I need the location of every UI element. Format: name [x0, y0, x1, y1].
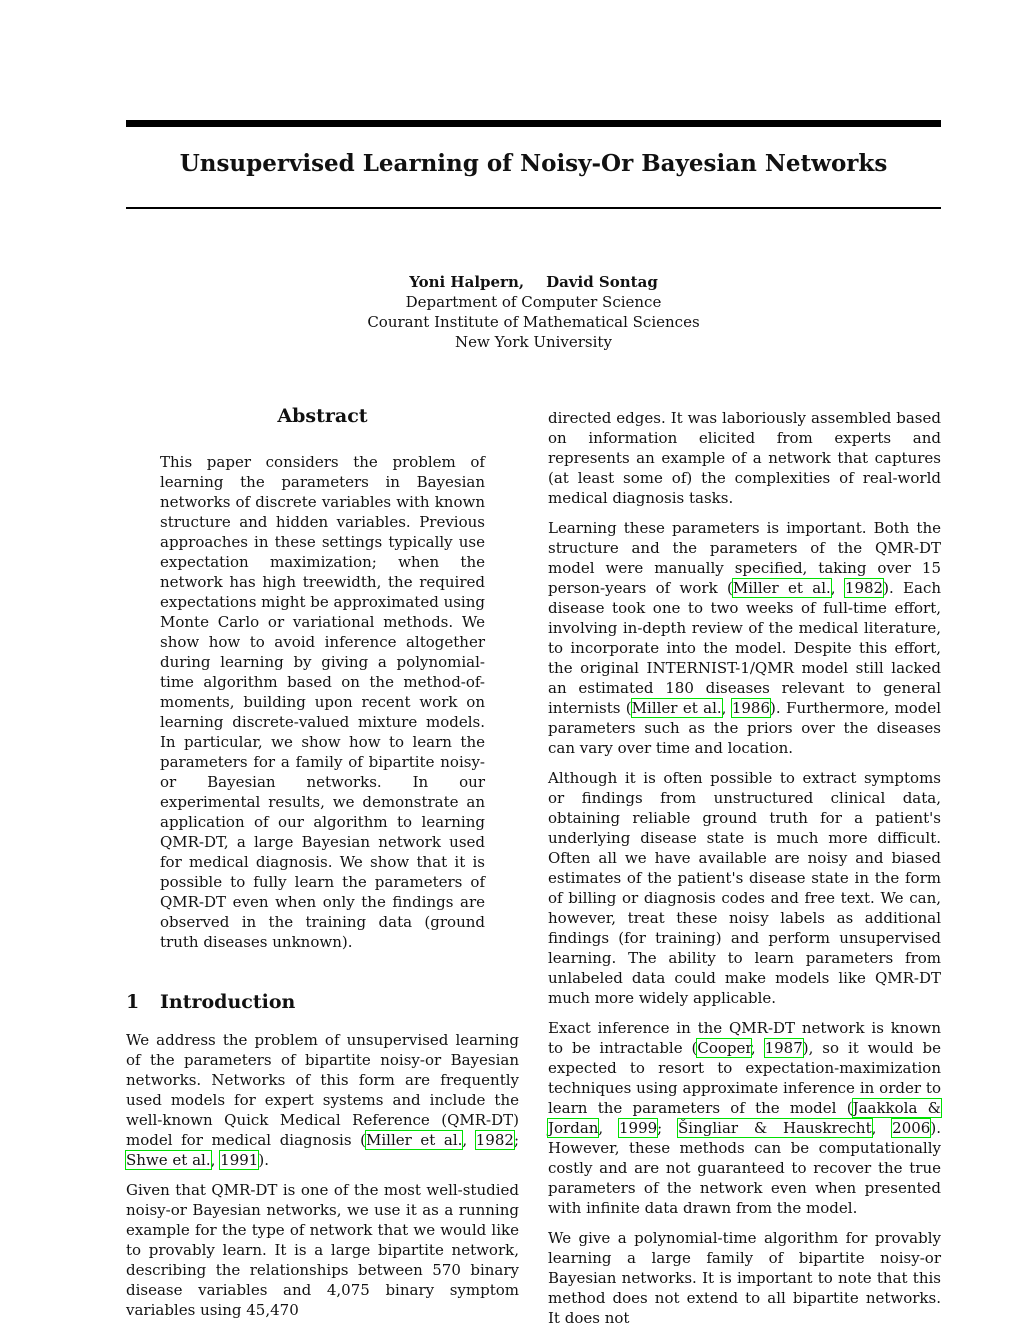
right-paragraph-3: Although it is often possible to extract symptoms or findings from unstructured clinical data, obtaining reliable ground truth for a patient's underlying disease state is much more difficult. Often all we have available are noisy and biased estimates of the patient's disease state in the form of billing or diagnosis codes and free text. We can, however, treat these noisy labels as additional findings (for training) and perform unsupervised learning. The ability to learn parameters from unlabeled data could make models like QMR-DT much more widely applicable. — [548, 769, 941, 1007]
affiliation-line: Department of Computer Science — [405, 293, 662, 311]
citation-link[interactable]: 1986 — [731, 699, 771, 717]
citation-link[interactable]: 1982 — [475, 1131, 514, 1149]
citation-link[interactable]: Šingliar & Hauskrecht — [678, 1119, 872, 1137]
author-names — [126, 272, 941, 292]
citation-link[interactable]: Jaakkola & Jordan — [548, 1099, 942, 1137]
author-2: David Sontag — [546, 273, 658, 291]
intro-paragraph-1: We address the problem of unsupervised learning of the parameters of bipartite noisy-or Bayesian networks. Networks of this form are frequently used models for expert systems and include the well-known Quick Medical Reference (QMR-DT) model for medical diagnosis (Miller et al., 1982; Shwe et al., 1991). — [126, 1031, 520, 1169]
citation-link[interactable]: Miller et al. — [365, 1131, 463, 1149]
paper-title: Unsupervised Learning of Noisy-Or Bayesian Networks — [179, 150, 888, 177]
citation-link[interactable]: Cooper — [697, 1039, 751, 1057]
abstract-heading: Abstract — [277, 405, 368, 427]
affiliation-line: Courant Institute of Mathematical Sciences — [367, 313, 700, 331]
section-title: Introduction — [160, 991, 296, 1013]
author-1: Yoni Halpern, — [409, 273, 525, 291]
citation-link[interactable]: 1987 — [764, 1039, 803, 1057]
citation-link[interactable]: Shwe et al. — [126, 1151, 211, 1169]
citation-link[interactable]: Miller et al. — [631, 699, 722, 717]
right-paragraph-4: Exact inference in the QMR-DT network is known to be intractable (Cooper, 1987), so it would be expected to resort to expectation-maximization techniques using approximate inference in order to learn the parameters of the model (Jaakkola & Jordan, 1999; Šingliar & Hauskrecht, 2006). However, these methods can be computationally costly and are not guaranteed to recover the true parameters of the network even when presented with infinite data drawn from the model. — [548, 1019, 942, 1217]
section-number: 1 — [126, 991, 140, 1013]
left-column — [126, 406, 519, 1330]
citation-link[interactable]: 2006 — [892, 1119, 931, 1137]
citation-link[interactable]: Miller et al. — [732, 579, 831, 597]
section-heading-introduction — [126, 992, 519, 1012]
abstract-body: This paper considers the problem of learning the parameters in Bayesian networks of discrete variables with known structure and hidden variables. Previous approaches in these settings typically use expectation maximization; when the network has high treewidth, the required expectations might be approximated using Monte Carlo or variational methods. We show how to avoid inference altogether during learning by giving a polynomial-time algorithm based on the method-of-moments, building upon recent work on learning discrete-valued mixture models. In particular, we show how to learn the parameters for a family of bipartite noisy-or Bayesian networks. In our experimental results, we demonstrate an application of our algorithm to learning QMR-DT, a large Bayesian network used for medical diagnosis. We show that it is possible to fully learn the parameters of QMR-DT even when only the findings are observed in the training data (ground truth diseases unknown). — [160, 453, 485, 951]
right-paragraph-1: directed edges. It was laboriously assembled based on information elicited from experts and represents an example of a network that captures (at least some of) the complexities of real-world medical diagnosis tasks. — [548, 409, 941, 507]
intro-paragraph-2: Given that QMR-DT is one of the most well-studied noisy-or Bayesian networks, we use it as a running example for the type of network that we would like to provably learn. It is a large bipartite network, describing the relationships between 570 binary disease variables and 4,075 binary symptom variables using 45,470 — [126, 1181, 519, 1319]
right-paragraph-5: We give a polynomial-time algorithm for provably learning a large family of bipartite noisy-or Bayesian networks. It is important to note that this method does not extend to all bipartite networks. It does not — [548, 1229, 941, 1327]
affiliation-line: New York University — [455, 333, 612, 351]
right-paragraph-2: Learning these parameters is important. Both the structure and the parameters of the QMR-DT model were manually specified, taking over 15 person-years of work (Miller et al., 1982). Each disease took one to two weeks of full-time effort, involving in-depth review of the medical literature, to incorporate into the model. Despite this effort, the original INTERNIST-1/QMR model still lacked an estimated 180 diseases relevant to general internists (Miller et al., 1986). Furthermore, model parameters such as the priors over the diseases can vary over time and location. — [548, 519, 942, 757]
citation-link[interactable]: 1999 — [618, 1119, 658, 1137]
title-bottom-rule — [126, 207, 941, 209]
author-block — [126, 272, 941, 352]
title-top-rule — [126, 120, 941, 127]
right-column — [548, 408, 941, 1338]
citation-link[interactable]: 1982 — [844, 579, 884, 597]
citation-link[interactable]: 1991 — [220, 1151, 259, 1169]
